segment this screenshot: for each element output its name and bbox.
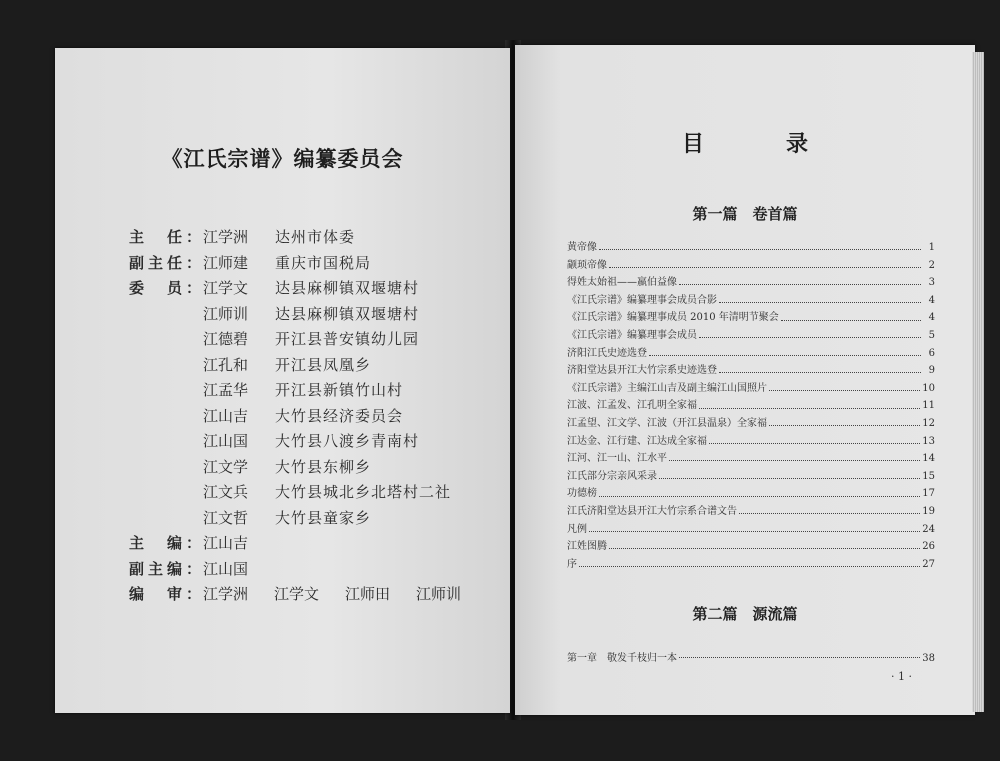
toc-entry[interactable]: [567, 467, 935, 485]
member-affiliation: 重庆市国税局: [275, 253, 372, 272]
member-name: 江孔和: [203, 355, 249, 374]
toc-chapter-entry[interactable]: [567, 649, 935, 664]
toc-entry-page: 19: [922, 505, 935, 517]
member-row: [129, 558, 509, 584]
member-name: 江孟华: [203, 381, 249, 399]
member-row: [129, 252, 509, 278]
member-row: [129, 328, 509, 354]
toc-entry[interactable]: [567, 537, 935, 555]
member-affiliation: 开江县新镇竹山村: [275, 381, 404, 399]
toc-entry-label: 第一章 敬发千枝归一本: [567, 653, 677, 664]
reviewers-row: [129, 583, 509, 609]
member-role: 委 员：: [129, 279, 201, 297]
toc-entry[interactable]: [567, 502, 935, 520]
dot-leader: [781, 320, 921, 321]
part1-title: 第一篇 卷首篇: [692, 205, 798, 223]
member-row: [129, 532, 509, 558]
member-row: [129, 507, 509, 533]
member-name: 江山国: [203, 559, 249, 578]
toc-entry-page: 5: [928, 329, 935, 341]
dot-leader: [719, 372, 921, 373]
toc-entry-label: 济阳江氏史迹选登: [567, 347, 647, 359]
member-name: 江师训: [203, 304, 249, 323]
dot-leader: [589, 531, 920, 532]
toc-entry-label: 江波、江孟发、江孔明全家福: [567, 400, 697, 412]
toc-entry-page: 2: [928, 259, 935, 271]
toc-entry[interactable]: [567, 449, 935, 467]
toc-entry-page: 4: [928, 294, 935, 306]
member-affiliation: 大竹县东柳乡: [275, 457, 372, 476]
part2-title: 第二篇 源流篇: [692, 605, 798, 623]
member-list: [129, 226, 509, 609]
dot-leader: [739, 513, 920, 514]
toc-entry[interactable]: [567, 273, 935, 291]
reviewers-role: 编 审：: [129, 585, 201, 603]
toc-entry-page: 10: [922, 382, 935, 394]
dot-leader: [769, 425, 920, 426]
member-role: 副主编：: [129, 559, 201, 578]
member-affiliation: 开江县凤凰乡: [275, 355, 372, 374]
member-role: 主 任：: [129, 228, 201, 246]
dot-leader: [719, 302, 921, 303]
toc-entry-page: 15: [922, 470, 935, 482]
member-name: 江师建: [203, 253, 249, 272]
toc-entry-label: 江达金、江行建、江达成全家福: [567, 435, 707, 447]
toc-entry[interactable]: [567, 555, 935, 573]
toc-entry-page: 27: [922, 558, 935, 570]
reviewer-name: 江学洲: [203, 585, 249, 603]
toc-entry-label: 凡例: [567, 523, 587, 535]
left-page: [55, 48, 510, 713]
member-row: [129, 277, 509, 303]
toc-entry[interactable]: [567, 520, 935, 538]
member-name: 江山国: [203, 432, 249, 450]
dot-leader: [609, 548, 920, 549]
toc-entry-label: 济阳堂达县开江大竹宗系史迹选登: [567, 365, 717, 377]
toc-title: 目 录: [681, 131, 838, 157]
toc-entry-page: 38: [922, 653, 935, 664]
toc-entry-page: 1: [928, 242, 935, 253]
toc-entry[interactable]: [567, 379, 935, 397]
toc-entry[interactable]: [567, 308, 935, 326]
toc-entry-label: 黄帝像: [567, 242, 597, 253]
toc-entry-label: 《江氏宗谱》编纂理事成员 2010 年清明节聚会: [567, 312, 779, 324]
toc-entry[interactable]: [567, 396, 935, 414]
member-name: 江文兵: [203, 483, 249, 501]
toc-entry[interactable]: [567, 291, 935, 309]
toc-list: [567, 238, 935, 572]
toc-entry[interactable]: [567, 361, 935, 379]
toc-entry-label: 《江氏宗谱》编纂理事会成员: [567, 329, 697, 341]
dot-leader: [579, 566, 920, 567]
dot-leader: [769, 390, 920, 391]
dot-leader: [649, 355, 921, 356]
toc-entry[interactable]: [567, 484, 935, 502]
member-row: [129, 379, 509, 405]
toc-entry-page: 26: [922, 541, 935, 553]
dot-leader: [679, 657, 920, 658]
toc-entry-label: 江孟望、江文学、江波（开江县温泉）全家福: [567, 417, 767, 429]
member-name: 江山吉: [203, 406, 249, 425]
member-name: 江学文: [203, 279, 249, 297]
member-affiliation: 大竹县童家乡: [275, 508, 372, 527]
toc-entry-label: 《江氏宗谱》编纂理事会成员合影: [567, 294, 717, 306]
toc-entry[interactable]: [567, 256, 935, 274]
committee-title: 《江氏宗谱》编纂委员会: [161, 146, 404, 171]
toc-entry[interactable]: [567, 238, 935, 256]
dot-leader: [699, 408, 920, 409]
member-name: 江文学: [203, 457, 249, 476]
dot-leader: [609, 267, 921, 268]
toc-entry-page: 4: [928, 312, 935, 324]
member-affiliation: 大竹县城北乡北塔村二社: [275, 483, 452, 501]
dot-leader: [599, 496, 920, 497]
member-affiliation: 达县麻柳镇双堰塘村: [275, 304, 420, 323]
right-page: [515, 45, 975, 715]
member-row: [129, 303, 509, 329]
toc-entry-label: 江氏济阳堂达县开江大竹宗系合谱文告: [567, 505, 737, 517]
member-name: 江德碧: [203, 330, 249, 348]
member-row: [129, 430, 509, 456]
toc-entry-label: 得姓太始祖——嬴伯益像: [567, 277, 677, 289]
dot-leader: [669, 460, 920, 461]
toc-entry-page: 11: [922, 400, 935, 412]
toc-entry[interactable]: [567, 432, 935, 450]
dot-leader: [709, 443, 920, 444]
toc-entry-page: 13: [922, 435, 935, 447]
toc-entry-label: 《江氏宗谱》主编江山吉及副主编江山国照片: [567, 382, 767, 394]
toc-entry[interactable]: [567, 414, 935, 432]
toc-entry-page: 6: [928, 347, 935, 359]
toc-entry-page: 3: [928, 277, 935, 289]
member-affiliation: 开江县普安镇幼儿园: [275, 330, 420, 348]
member-row: [129, 481, 509, 507]
dot-leader: [699, 337, 921, 338]
toc-entry-page: 9: [928, 365, 935, 377]
dot-leader: [659, 478, 920, 479]
member-row: [129, 456, 509, 482]
toc-entry-label: 江姓图腾: [567, 541, 607, 553]
page-edges: [972, 52, 984, 712]
member-row: [129, 354, 509, 380]
member-row: [129, 226, 509, 252]
toc-entry-page: 14: [922, 453, 935, 465]
reviewer-name: 江师田: [345, 585, 391, 603]
toc-entry[interactable]: [567, 326, 935, 344]
toc-entry[interactable]: [567, 344, 935, 362]
member-role: 副主任：: [129, 253, 201, 272]
member-affiliation: 大竹县八渡乡青南村: [275, 432, 420, 450]
member-affiliation: 大竹县经济委员会: [275, 406, 404, 425]
toc-entry-page: 24: [922, 523, 935, 535]
dot-leader: [679, 284, 921, 285]
member-name: 江山吉: [203, 534, 249, 552]
member-affiliation: 达州市体委: [275, 228, 356, 246]
toc-entry-label: 江氏部分宗亲风采录: [567, 470, 657, 482]
page-number: · 1 ·: [891, 670, 912, 683]
toc-entry-page: 12: [922, 417, 935, 429]
toc-entry-label: 颛顼帝像: [567, 259, 607, 271]
member-name: 江文哲: [203, 508, 249, 527]
member-role: 主 编：: [129, 534, 201, 552]
toc-entry-label: 江河、江一山、江水平: [567, 453, 667, 465]
reviewer-name: 江师训: [416, 585, 462, 603]
member-row: [129, 405, 509, 431]
member-name: 江学洲: [203, 228, 249, 246]
reviewer-name: 江学文: [274, 585, 320, 603]
toc-entry-page: 17: [922, 488, 935, 500]
member-affiliation: 达县麻柳镇双堰塘村: [275, 279, 420, 297]
toc-entry-label: 序: [567, 558, 577, 570]
toc-entry-label: 功德榜: [567, 488, 597, 500]
dot-leader: [599, 249, 921, 250]
